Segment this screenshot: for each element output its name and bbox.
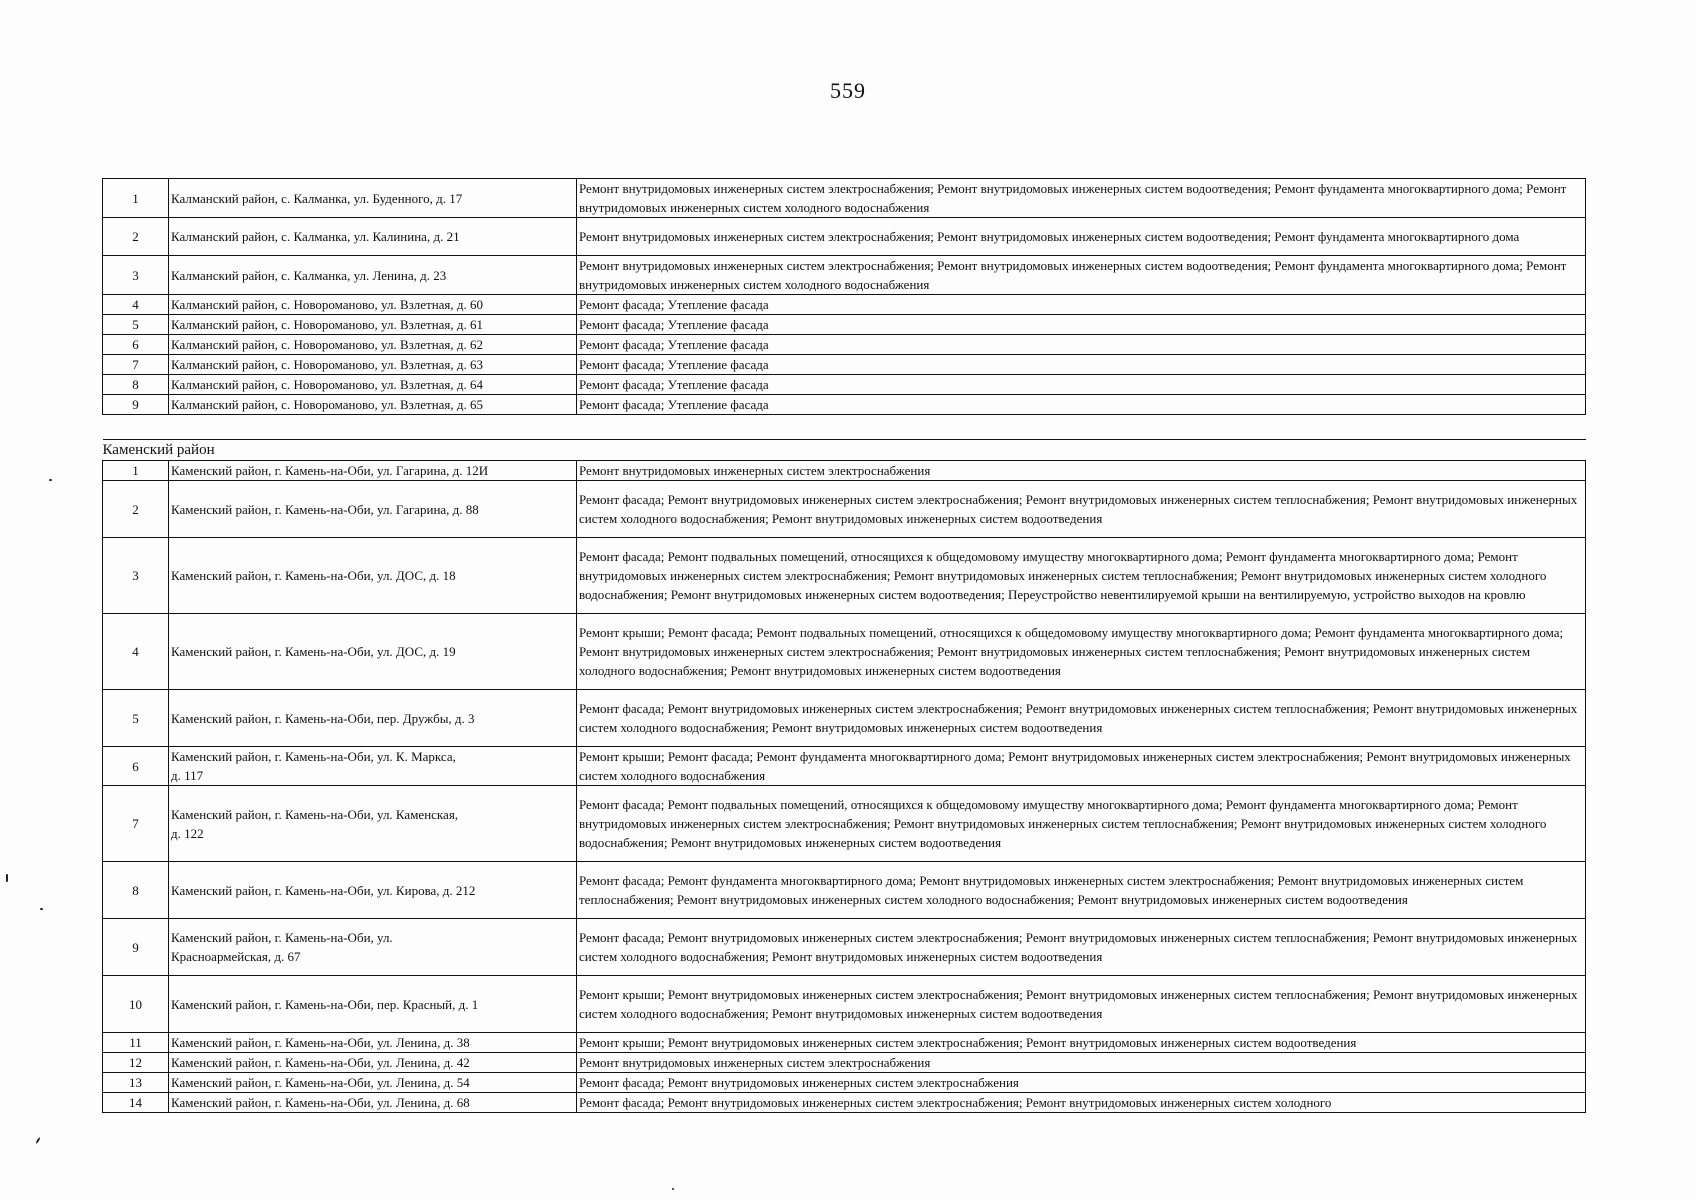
- address-cell: Каменский район, г. Камень-на-Оби, пер. Красный, д. 1: [169, 976, 577, 1033]
- works-cell: Ремонт внутридомовых инженерных систем электроснабжения: [577, 461, 1586, 481]
- address-cell: Каменский район, г. Камень-на-Оби, ул. Ленина, д. 38: [169, 1033, 577, 1053]
- row-number: 4: [103, 614, 169, 690]
- table-row: [103, 256, 1586, 295]
- address-cell: Каменский район, г. Камень-на-Оби, ул. ДОС, д. 18: [169, 538, 577, 614]
- table-row: [103, 976, 1586, 1033]
- row-number: 11: [103, 1033, 169, 1053]
- scan-speck: [49, 479, 52, 481]
- row-number: 7: [103, 786, 169, 862]
- repair-table-container: [102, 178, 1586, 1113]
- address-cell: Калманский район, с. Калманка, ул. Ленина, д. 23: [169, 256, 577, 295]
- scan-speck: [6, 874, 8, 882]
- works-cell: Ремонт фасада; Утепление фасада: [577, 315, 1586, 335]
- address-cell: Калманский район, с. Калманка, ул. Калинина, д. 21: [169, 218, 577, 256]
- table-row: [103, 1053, 1586, 1073]
- row-number: 1: [103, 461, 169, 481]
- table-row: [103, 179, 1586, 218]
- works-cell: Ремонт фасада; Ремонт внутридомовых инженерных систем электроснабжения; Ремонт внутридомовых инженерных систем теплоснабжения; Ремонт внутридомовых инженерных систем холодного водоснабжения; Ремонт внутридомовых инженерных систем водоотведения: [577, 690, 1586, 747]
- works-cell: Ремонт внутридомовых инженерных систем электроснабжения: [577, 1053, 1586, 1073]
- address-cell: Калманский район, с. Новороманово, ул. Взлетная, д. 60: [169, 295, 577, 315]
- works-cell: Ремонт фасада; Ремонт внутридомовых инженерных систем электроснабжения; Ремонт внутридомовых инженерных систем теплоснабжения; Ремонт внутридомовых инженерных систем холодного водоснабжения; Ремонт внутридомовых инженерных систем водоотведения: [577, 919, 1586, 976]
- works-cell: Ремонт фасада; Ремонт подвальных помещений, относящихся к общедомовому имуществу многоквартирного дома; Ремонт фундамента многоквартирного дома; Ремонт внутридомовых инженерных систем электроснабжения; Ремонт внутридомовых инженерных систем теплоснабжения; Ремонт внутридомовых инженерных систем холодного водоснабжения; Ремонт внутридомовых инженерных систем водоотведения; Переустройство невентилируемой крыши на вентилируемую, устройство выходов на кровлю: [577, 538, 1586, 614]
- address-cell: Каменский район, г. Камень-на-Оби, ул. Красноармейская, д. 67: [169, 919, 577, 976]
- row-number: 3: [103, 256, 169, 295]
- address-cell: Каменский район, г. Камень-на-Оби, ул. К. Маркса, д. 117: [169, 747, 577, 786]
- row-number: 3: [103, 538, 169, 614]
- table-row: [103, 395, 1586, 415]
- works-cell: Ремонт внутридомовых инженерных систем электроснабжения; Ремонт внутридомовых инженерных систем водоотведения; Ремонт фундамента многоквартирного дома; Ремонт внутридомовых инженерных систем холодного водоснабжения: [577, 179, 1586, 218]
- table-row: [103, 355, 1586, 375]
- repair-table: [102, 178, 1586, 1113]
- row-number: 4: [103, 295, 169, 315]
- address-cell: Калманский район, с. Новороманово, ул. Взлетная, д. 65: [169, 395, 577, 415]
- row-number: 8: [103, 375, 169, 395]
- address-cell: Каменский район, г. Камень-на-Оби, ул. ДОС, д. 19: [169, 614, 577, 690]
- works-cell: Ремонт фасада; Утепление фасада: [577, 375, 1586, 395]
- address-cell: Каменский район, г. Камень-на-Оби, ул. Ленина, д. 42: [169, 1053, 577, 1073]
- works-cell: Ремонт фасада; Ремонт внутридомовых инженерных систем электроснабжения; Ремонт внутридомовых инженерных систем холодного: [577, 1093, 1586, 1113]
- address-cell: Калманский район, с. Калманка, ул. Буденного, д. 17: [169, 179, 577, 218]
- works-cell: Ремонт фасада; Ремонт внутридомовых инженерных систем электроснабжения: [577, 1073, 1586, 1093]
- table-row: [103, 315, 1586, 335]
- works-cell: Ремонт фасада; Ремонт подвальных помещений, относящихся к общедомовому имуществу многоквартирного дома; Ремонт фундамента многоквартирного дома; Ремонт внутридомовых инженерных систем электроснабжения; Ремонт внутридомовых инженерных систем теплоснабжения; Ремонт внутридомовых инженерных систем холодного водоснабжения; Ремонт внутридомовых инженерных систем водоотведения: [577, 786, 1586, 862]
- address-cell: Каменский район, г. Камень-на-Оби, ул. Ленина, д. 54: [169, 1073, 577, 1093]
- table-row: [103, 690, 1586, 747]
- works-cell: Ремонт фасада; Утепление фасада: [577, 295, 1586, 315]
- works-cell: Ремонт внутридомовых инженерных систем электроснабжения; Ремонт внутридомовых инженерных систем водоотведения; Ремонт фундамента многоквартирного дома: [577, 218, 1586, 256]
- row-number: 12: [103, 1053, 169, 1073]
- table-row: [103, 919, 1586, 976]
- row-number: 14: [103, 1093, 169, 1113]
- table-row: [103, 786, 1586, 862]
- table-row: [103, 747, 1586, 786]
- scan-speck: [35, 1137, 40, 1144]
- address-cell: Калманский район, с. Новороманово, ул. Взлетная, д. 63: [169, 355, 577, 375]
- row-number: 6: [103, 747, 169, 786]
- row-number: 2: [103, 481, 169, 538]
- page-number: 559: [830, 78, 866, 103]
- table-row: [103, 862, 1586, 919]
- table-row: [103, 295, 1586, 315]
- table-row: [103, 481, 1586, 538]
- address-cell: Каменский район, г. Камень-на-Оби, ул. Кирова, д. 212: [169, 862, 577, 919]
- address-cell: Каменский район, г. Камень-на-Оби, ул. Гагарина, д. 88: [169, 481, 577, 538]
- scan-speck: [672, 1188, 674, 1190]
- works-cell: Ремонт фасада; Утепление фасада: [577, 395, 1586, 415]
- row-number: 1: [103, 179, 169, 218]
- address-cell: Калманский район, с. Новороманово, ул. Взлетная, д. 64: [169, 375, 577, 395]
- district-heading-row: [103, 440, 1586, 461]
- table-row: [103, 375, 1586, 395]
- works-cell: Ремонт крыши; Ремонт внутридомовых инженерных систем электроснабжения; Ремонт внутридомовых инженерных систем теплоснабжения; Ремонт внутридомовых инженерных систем холодного водоснабжения; Ремонт внутридомовых инженерных систем водоотведения: [577, 976, 1586, 1033]
- works-cell: Ремонт фасада; Утепление фасада: [577, 355, 1586, 375]
- works-cell: Ремонт крыши; Ремонт фасада; Ремонт фундамента многоквартирного дома; Ремонт внутридомовых инженерных систем электроснабжения; Ремонт внутридомовых инженерных систем холодного водоснабжения: [577, 747, 1586, 786]
- row-number: 5: [103, 690, 169, 747]
- spacer-row: [103, 415, 1586, 440]
- address-cell: Каменский район, г. Камень-на-Оби, ул. Ленина, д. 68: [169, 1093, 577, 1113]
- table-row: [103, 1033, 1586, 1053]
- spacer-cell: [103, 415, 1586, 440]
- table-row: [103, 218, 1586, 256]
- row-number: 9: [103, 919, 169, 976]
- address-cell: Калманский район, с. Новороманово, ул. Взлетная, д. 62: [169, 335, 577, 355]
- table-row: [103, 335, 1586, 355]
- row-number: 8: [103, 862, 169, 919]
- works-cell: Ремонт фасада; Утепление фасада: [577, 335, 1586, 355]
- district-heading: Каменский район: [103, 440, 1586, 461]
- table-row: [103, 1093, 1586, 1113]
- scan-speck: [40, 908, 43, 910]
- works-cell: Ремонт фасада; Ремонт фундамента многоквартирного дома; Ремонт внутридомовых инженерных систем электроснабжения; Ремонт внутридомовых инженерных систем теплоснабжения; Ремонт внутридомовых инженерных систем холодного водоснабжения; Ремонт внутридомовых инженерных систем водоотведения: [577, 862, 1586, 919]
- row-number: 9: [103, 395, 169, 415]
- row-number: 5: [103, 315, 169, 335]
- address-cell: Каменский район, г. Камень-на-Оби, ул. Каменская, д. 122: [169, 786, 577, 862]
- address-cell: Калманский район, с. Новороманово, ул. Взлетная, д. 61: [169, 315, 577, 335]
- row-number: 2: [103, 218, 169, 256]
- row-number: 10: [103, 976, 169, 1033]
- table-row: [103, 538, 1586, 614]
- table-row: [103, 461, 1586, 481]
- works-cell: Ремонт крыши; Ремонт внутридомовых инженерных систем электроснабжения; Ремонт внутридомовых инженерных систем водоотведения: [577, 1033, 1586, 1053]
- works-cell: Ремонт крыши; Ремонт фасада; Ремонт подвальных помещений, относящихся к общедомовому имуществу многоквартирного дома; Ремонт фундамента многоквартирного дома; Ремонт внутридомовых инженерных систем электроснабжения; Ремонт внутридомовых инженерных систем теплоснабжения; Ремонт внутридомовых инженерных систем холодного водоснабжения; Ремонт внутридомовых инженерных систем водоотведения: [577, 614, 1586, 690]
- address-cell: Каменский район, г. Камень-на-Оби, пер. Дружбы, д. 3: [169, 690, 577, 747]
- works-cell: Ремонт фасада; Ремонт внутридомовых инженерных систем электроснабжения; Ремонт внутридомовых инженерных систем теплоснабжения; Ремонт внутридомовых инженерных систем холодного водоснабжения; Ремонт внутридомовых инженерных систем водоотведения: [577, 481, 1586, 538]
- address-cell: Каменский район, г. Камень-на-Оби, ул. Гагарина, д. 12И: [169, 461, 577, 481]
- row-number: 6: [103, 335, 169, 355]
- row-number: 7: [103, 355, 169, 375]
- table-row: [103, 1073, 1586, 1093]
- row-number: 13: [103, 1073, 169, 1093]
- works-cell: Ремонт внутридомовых инженерных систем электроснабжения; Ремонт внутридомовых инженерных систем водоотведения; Ремонт фундамента многоквартирного дома; Ремонт внутридомовых инженерных систем холодного водоснабжения: [577, 256, 1586, 295]
- table-row: [103, 614, 1586, 690]
